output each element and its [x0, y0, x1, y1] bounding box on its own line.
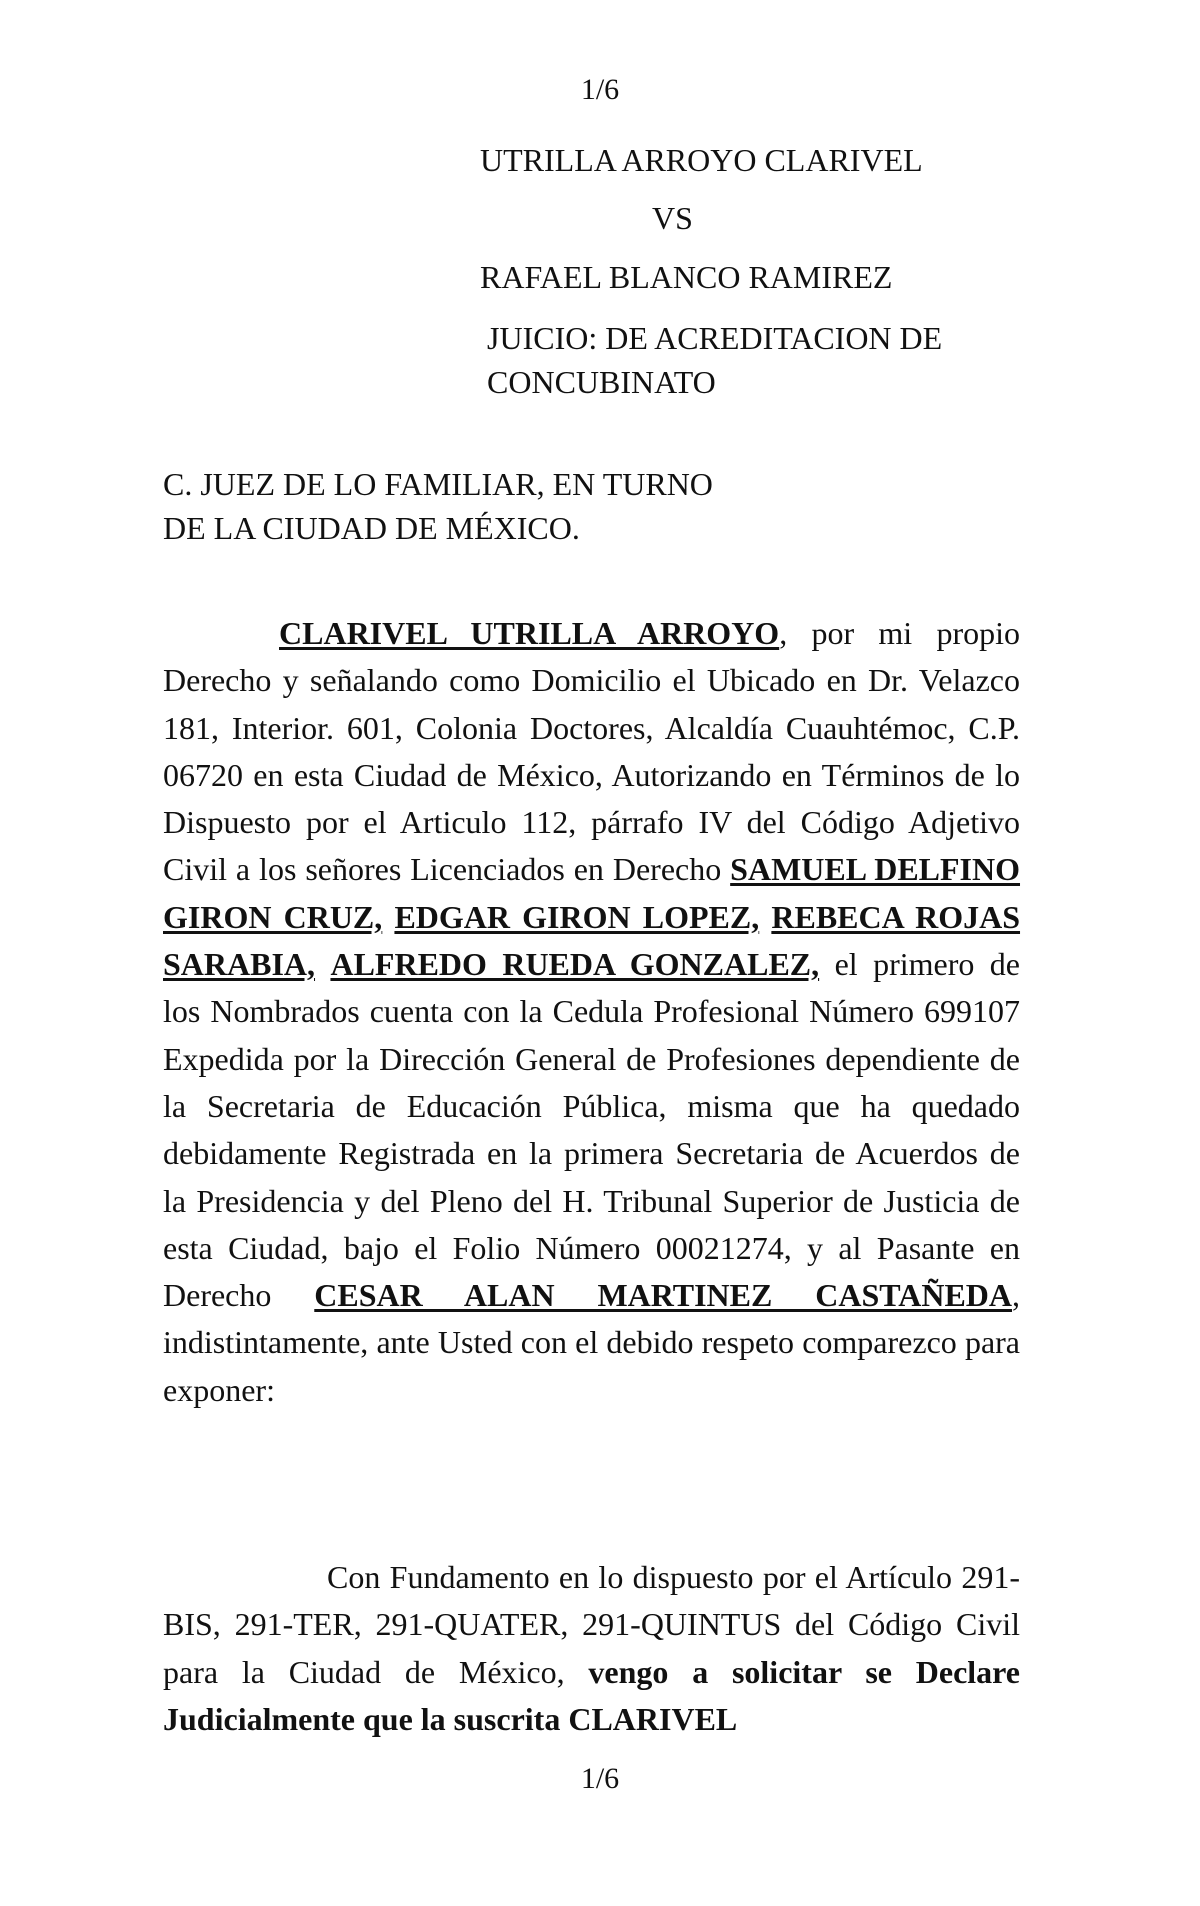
- page-number-bottom: 1/6: [580, 1762, 620, 1795]
- paragraph-2-text-1: Con Fundamento en lo dispuesto por el Artículo 291-BIS, 291-TER, 291-QUATER, 291-QUINTUS del Código Civil para la Ciudad de México,: [163, 1559, 1020, 1690]
- lawyer-name-2: EDGAR GIRON LOPEZ,: [394, 898, 760, 935]
- paragraph-petition: [163, 1554, 1020, 1743]
- caption-case-type: JUICIO: DE ACREDITACION DE CONCUBINATO: [487, 320, 943, 400]
- lawyer-name-3: REBECA ROJAS SARABIA,: [163, 898, 1021, 983]
- paragraph-appearance: [163, 610, 1020, 1414]
- paragraph-1-text-3: , indistintamente, ante Usted con el debido respeto comparezco para exponer:: [163, 1277, 1021, 1408]
- page-number-top: 1/6: [580, 73, 620, 106]
- caption-defendant: RAFAEL BLANCO RAMIREZ: [480, 259, 893, 295]
- addressee-line-2: DE LA CIUDAD DE MÉXICO.: [163, 510, 580, 546]
- pasante-name: CESAR ALAN MARTINEZ CASTAÑEDA: [314, 1277, 1013, 1314]
- plaintiff-name: CLARIVEL UTRILLA ARROYO: [279, 615, 780, 651]
- caption-plaintiff: UTRILLA ARROYO CLARIVEL: [480, 142, 923, 178]
- paragraph-1-text-2: el primero de los Nombrados cuenta con la Cedula Profesional Número 699107 Expedida por la Dirección General de Profesiones dependiente de la Secretaria de Educación Pública, misma que ha quedado debidamente Registrada en la primera Secretaria de Acuerdos de la Presidencia y del Pleno del H. Tribunal Superior de Justicia de esta Ciudad, bajo el Folio Número 00021274, y al Pasante en Derecho: [163, 946, 1020, 1314]
- lawyer-name-4: ALFREDO RUEDA GONZALEZ,: [330, 946, 820, 983]
- paragraph-1-text-1: , por mi propio Derecho y señalando como Domicilio el Ubicado en Dr. Velazco 181, Interior. 601, Colonia Doctores, Alcaldía Cuauhtémoc, C.P. 06720 en esta Ciudad de México, Autorizando en Términos de lo Dispuesto por el Articulo 112, párrafo IV del Código Adjetivo Civil a los señores Licenciados en Derecho: [163, 615, 1021, 888]
- lawyer-name-1: SAMUEL DELFINO GIRON CRUZ,: [163, 851, 1021, 935]
- caption-vs: VS: [652, 200, 693, 236]
- paragraph-2-bold-text: vengo a solicitar se Declare Judicialmente que la suscrita CLARIVEL: [163, 1653, 1021, 1737]
- addressee-line-1: C. JUEZ DE LO FAMILIAR, EN TURNO: [163, 466, 713, 502]
- addressee: [163, 462, 713, 550]
